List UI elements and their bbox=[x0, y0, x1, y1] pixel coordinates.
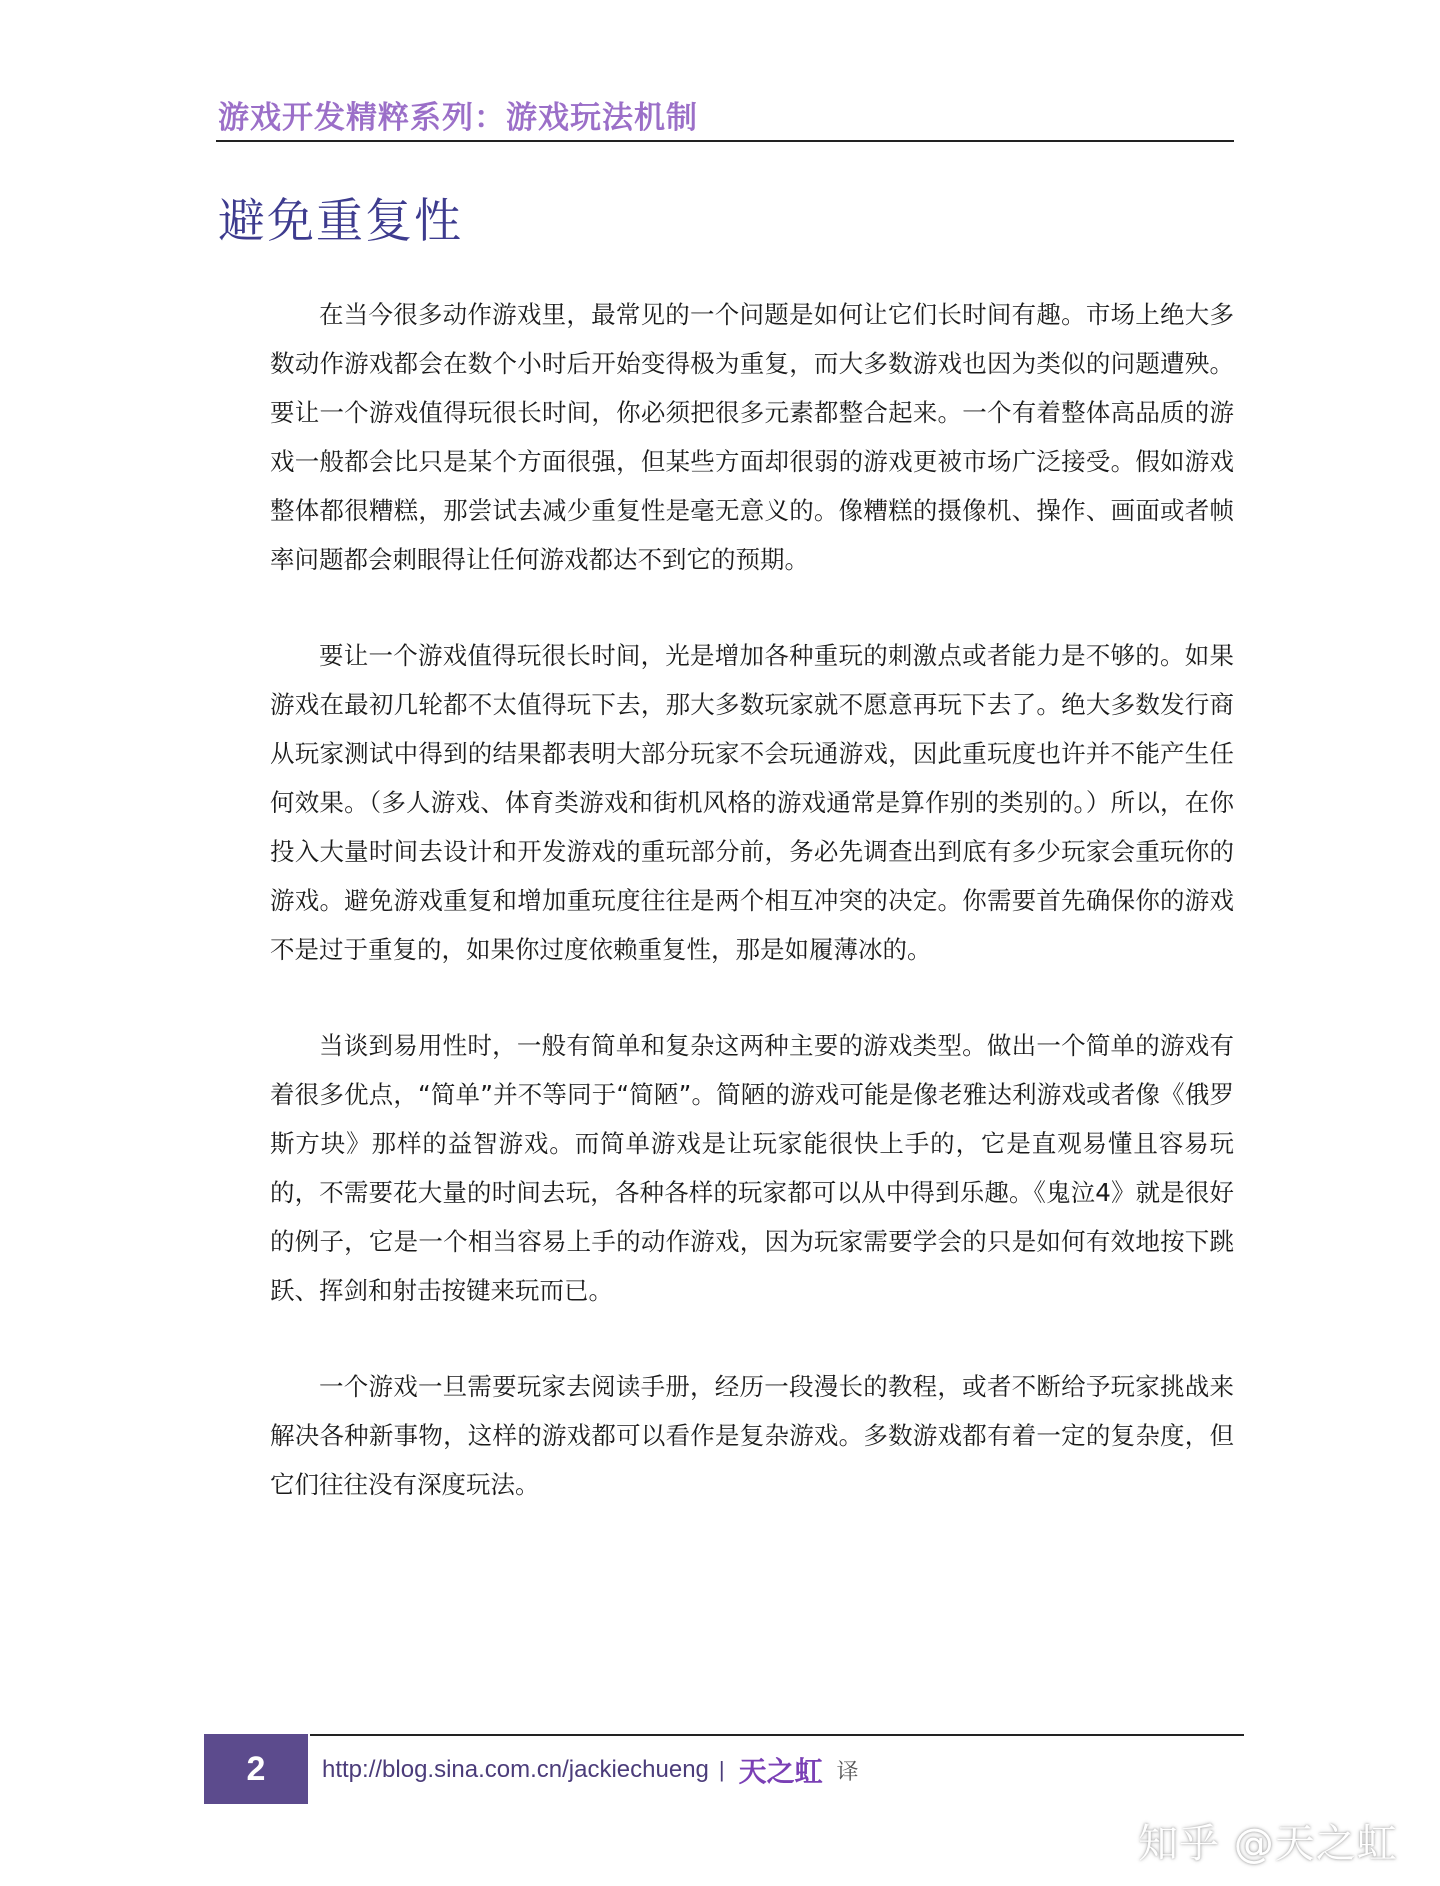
zhihu-watermark: 知乎 @天之虹 bbox=[1138, 1821, 1398, 1867]
section-title: 避免重复性 bbox=[218, 194, 463, 249]
footer bbox=[322, 1750, 859, 1790]
translated-label: 译 bbox=[836, 1759, 859, 1785]
footer-divider bbox=[310, 1734, 1244, 1736]
running-header: 游戏开发精粹系列：游戏玩法机制 bbox=[218, 100, 698, 136]
paragraph: 要让一个游戏值得玩很长时间，光是增加各种重玩的刺激点或者能力是不够的。如果游戏在最初几轮都不太值得玩下去，那大多数玩家就不愿意再玩下去了。绝大多数发行商从玩家测试中得到的结果都表明大部分玩家不会玩通游戏，因此重玩度也许并不能产生任何效果。（多人游戏、体育类游戏和街机风格的游戏通常是算作别的类别的。）所以，在你投入大量时间去设计和开发游戏的重玩部分前，务必先调查出到底有多少玩家会重玩你的游戏。避免游戏重复和增加重玩度往往是两个相互冲突的决定。你需要首先确保你的游戏不是过于重复的，如果你过度依赖重复性，那是如履薄冰的。 bbox=[270, 641, 1234, 964]
header-divider bbox=[216, 140, 1234, 142]
footer-separator: | bbox=[718, 1757, 725, 1782]
blog-link[interactable]: http://blog.sina.com.cn/jackiechueng bbox=[322, 1756, 709, 1783]
body-text bbox=[270, 290, 1234, 1556]
paragraph: 在当今很多动作游戏里，最常见的一个问题是如何让它们长时间有趣。市场上绝大多数动作游戏都会在数个小时后开始变得极为重复，而大多数游戏也因为类似的问题遭殃。要让一个游戏值得玩很长时间，你必须把很多元素都整合起来。一个有着整体高品质的游戏一般都会比只是某个方面很强，但某些方面却很弱的游戏更被市场广泛接受。假如游戏整体都很糟糕，那尝试去减少重复性是毫无意义的。像糟糕的摄像机、操作、画面或者帧率问题都会刺眼得让任何游戏都达不到它的预期。 bbox=[270, 300, 1234, 574]
page-number: 2 bbox=[204, 1734, 308, 1804]
paragraph: 一个游戏一旦需要玩家去阅读手册，经历一段漫长的教程，或者不断给予玩家挑战来解决各种新事物，这样的游戏都可以看作是复杂游戏。多数游戏都有着一定的复杂度，但它们往往没有深度玩法。 bbox=[270, 1372, 1234, 1499]
translator-name: 天之虹 bbox=[738, 1755, 823, 1788]
paragraph: 当谈到易用性时，一般有简单和复杂这两种主要的游戏类型。做出一个简单的游戏有着很多优点，“简单”并不等同于“简陋”。简陋的游戏可能是像老雅达利游戏或者像《俄罗斯方块》那样的益智游戏。而简单游戏是让玩家能很快上手的，它是直观易懂且容易玩的，不需要花大量的时间去玩，各种各样的玩家都可以从中得到乐趣。《鬼泣4》就是很好的例子，它是一个相当容易上手的动作游戏，因为玩家需要学会的只是如何有效地按下跳跃、挥剑和射击按键来玩而已。 bbox=[270, 1031, 1234, 1305]
